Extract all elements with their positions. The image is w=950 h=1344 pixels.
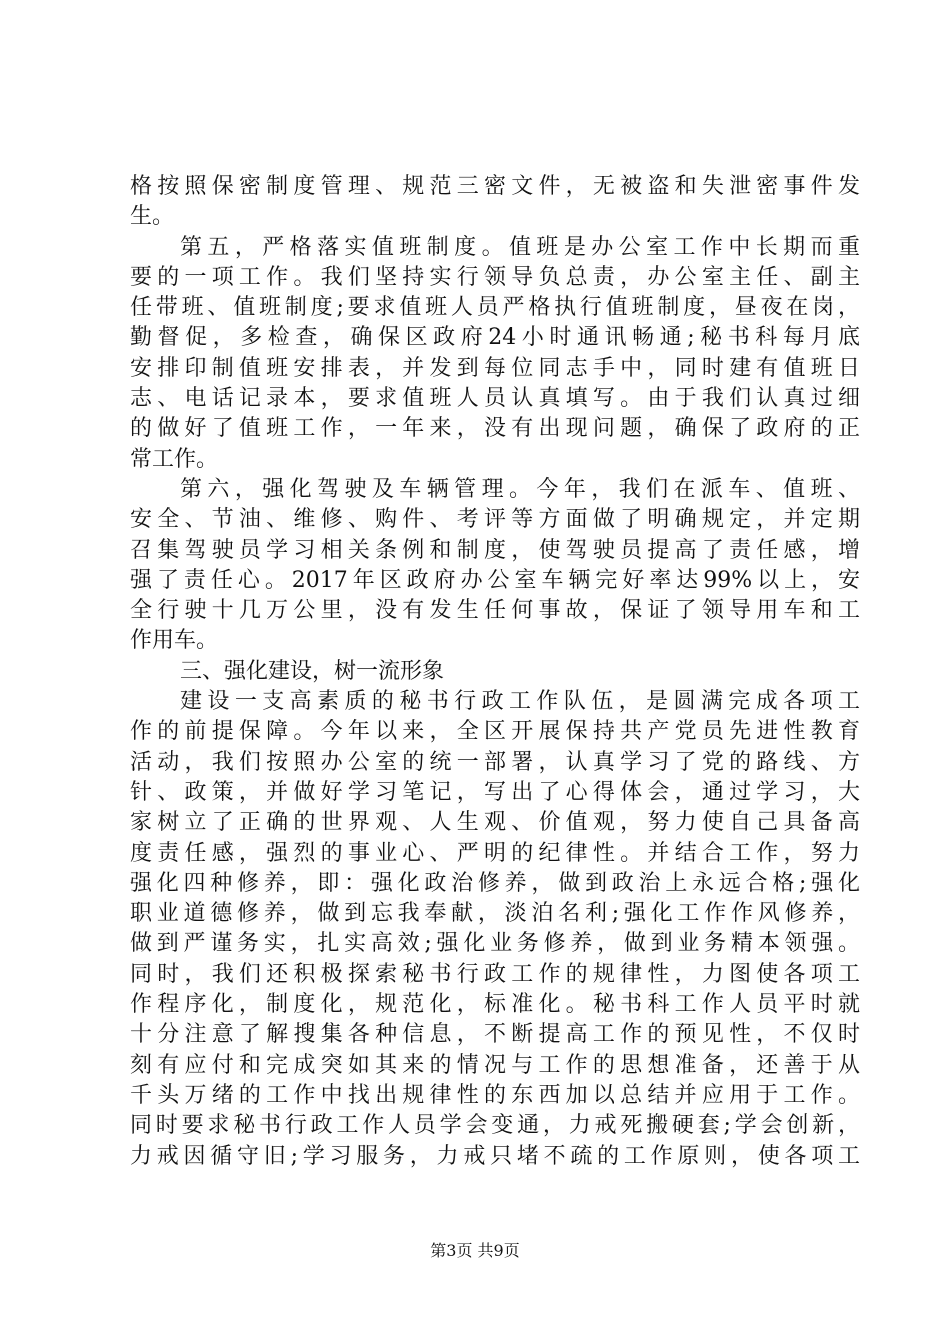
text-line: 度责任感，强烈的事业心、严明的纪律性。并结合工作，努力 (130, 840, 860, 866)
text-line: 全行驶十几万公里，没有发生任何事故，保证了领导用车和工 (130, 598, 860, 624)
text-line: 常工作。 (130, 446, 219, 472)
text-line: 十分注意了解搜集各种信息，不断提高工作的预见性，不仅时 (130, 1022, 860, 1048)
text-line: 针、政策，并做好学习笔记，写出了心得体会，通过学习，大 (130, 779, 860, 805)
text-line: 同时，我们还积极探索秘书行政工作的规律性，力图使各项工 (130, 961, 860, 987)
text-line: 强化四种修养，即：强化政治修养，做到政治上永远合格;强化 (130, 870, 860, 896)
page-footer: 第3页 共9页 (430, 1241, 520, 1260)
text-line: 第六，强化驾驶及车辆管理。今年，我们在派车、值班、 (180, 476, 860, 502)
text-line: 建设一支高素质的秘书行政工作队伍，是圆满完成各项工 (180, 689, 860, 715)
text-line: 要的一项工作。我们坚持实行领导负总责，办公室主任、副主 (130, 264, 860, 290)
text-line: 力戒因循守旧;学习服务，力戒只堵不疏的工作原则，使各项工 (130, 1143, 860, 1169)
text-line: 活动，我们按照办公室的统一部署，认真学习了党的路线、方 (130, 749, 860, 775)
text-line: 安排印制值班安排表，并发到每位同志手中，同时建有值班日 (130, 355, 860, 381)
text-line: 家树立了正确的世界观、人生观、价值观，努力使自己具备高 (130, 810, 860, 836)
text-line: 第五，严格落实值班制度。值班是办公室工作中长期而重 (180, 234, 860, 260)
text-line: 同时要求秘书行政工作人员学会变通，力戒死搬硬套;学会创新， (130, 1113, 860, 1139)
text-line: 安全、节油、维修、购件、考评等方面做了明确规定，并定期 (130, 507, 860, 533)
text-line: 志、电话记录本，要求值班人员认真填写。由于我们认真过细 (130, 386, 860, 412)
text-line: 千头万绪的工作中找出规律性的东西加以总结并应用于工作。 (130, 1082, 860, 1108)
text-line: 职业道德修养，做到忘我奉献，淡泊名利;强化工作作风修养， (130, 901, 860, 927)
text-line: 勤督促，多检查，确保区政府24小时通讯畅通;秘书科每月底 (130, 325, 860, 351)
text-line: 做到严谨务实，扎实高效;强化业务修养，做到业务精本领强。 (130, 931, 860, 957)
text-line: 召集驾驶员学习相关条例和制度，使驾驶员提高了责任感，增 (130, 537, 860, 563)
text-line: 任带班、值班制度;要求值班人员严格执行值班制度，昼夜在岗， (130, 295, 860, 321)
text-line: 作程序化，制度化，规范化，标准化。秘书科工作人员平时就 (130, 992, 860, 1018)
text-line: 作用车。 (130, 628, 219, 654)
text-line: 生。 (130, 204, 175, 230)
text-line: 格按照保密制度管理、规范三密文件，无被盗和失泄密事件发 (130, 174, 860, 199)
text-line: 的做好了值班工作，一年来，没有出现问题，确保了政府的正 (130, 416, 860, 442)
text-line: 强了责任心。2017年区政府办公室车辆完好率达99%以上，安 (130, 567, 860, 593)
text-line: 刻有应付和完成突如其来的情况与工作的思想准备，还善于从 (130, 1052, 860, 1078)
text-line: 三、强化建设，树一流形象 (180, 658, 445, 684)
document-body (130, 172, 860, 1172)
text-line: 作的前提保障。今年以来，全区开展保持共产党员先进性教育 (130, 719, 860, 745)
